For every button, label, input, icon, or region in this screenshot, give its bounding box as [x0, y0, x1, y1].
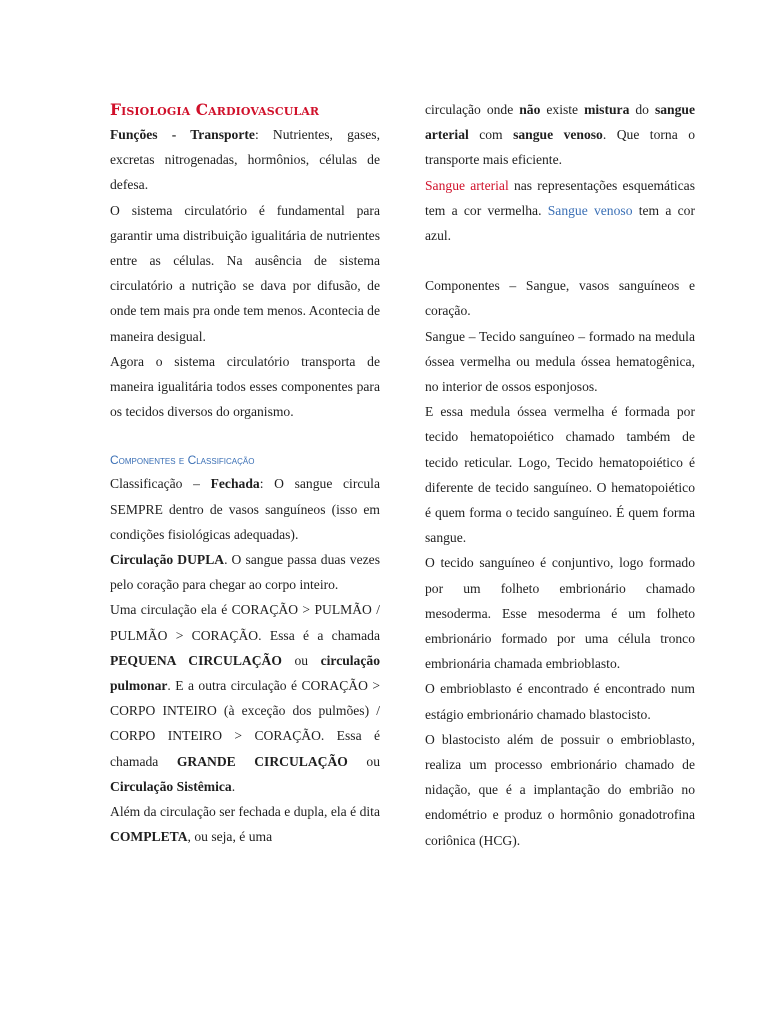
paragraph-medula: E essa medula óssea vermelha é formada por tecido hematopoiético chamado também de tecido reticular. Logo, Tecido hematopoiético é diferente de tecido sanguíneo. O hematopoiético é quem forma o tecido sanguíneo. É quem forma sangue. [425, 404, 695, 546]
text: ou [281, 652, 321, 668]
bold-text: PEQUENA CIRCULAÇÃO [110, 652, 282, 668]
paragraph-tecido: O tecido sanguíneo é conjuntivo, logo formado por um folheto embrionário chamado mesoderma. Esse mesoderma é um folheto embrionário formado por uma célula tronco embrionária chamada embrioblasto. [425, 555, 695, 672]
left-column [110, 97, 380, 849]
text: nas representações esquemáticas tem a cor vermelha. [425, 177, 695, 218]
text: circulação onde [425, 102, 520, 117]
right-column [425, 97, 695, 853]
paragraph-sangue: Sangue – Tecido sanguíneo – formado na medula óssea vermelha ou medula óssea hematogênica, no interior de ossos esponjosos. [425, 328, 695, 395]
text: com [468, 127, 514, 143]
text: do [629, 102, 655, 117]
text: . E a outra circulação é CORAÇÃO > CORPO INTEIRO (à exceção dos pulmões) / CORPO INTEIRO > CORAÇÃO. Essa é chamada [110, 678, 380, 769]
text: : O sangue circula SEMPRE dentro de vasos sanguíneos (isso em condições fisiológicas adequadas). [110, 476, 380, 542]
paragraph-mistura [425, 97, 695, 173]
paragraph-cores [425, 173, 695, 249]
bold-text: COMPLETA [110, 829, 188, 845]
bold-text: Circulação DUPLA [110, 552, 225, 568]
bold-text: Funções - Transporte [110, 127, 255, 142]
paragraph-sistema: O sistema circulatório é fundamental para garantir uma distribuição igualitária de nutrientes entre as células. Na ausência de sistema circulatório a nutrição se dava por difusão, de onde tem mais pra onde tem menos. Acontecia de maneira desigual. [110, 202, 380, 344]
bold-text: Fechada [210, 476, 260, 492]
red-text: Sangue arterial [425, 177, 509, 193]
paragraph-blastocisto: O blastocisto além de possuir o embrioblasto, realiza um processo embrionário chamado de nidação, que é a implantação do embrião no endométrio e produz o hormônio gonadotrofina coriônica (HCG). [425, 731, 695, 848]
text: Além da circulação ser fechada e dupla, ela é dita [110, 804, 380, 820]
text: existe [540, 102, 585, 117]
bold-text: mistura [584, 102, 630, 117]
text: tem a cor azul. [425, 202, 695, 244]
spacer [425, 248, 695, 273]
paragraph-embrioblasto: O embrioblasto é encontrado é encontrado num estágio embrionário chamado blastocisto. [425, 681, 695, 722]
section-heading: Componentes e Classificação [110, 453, 255, 468]
text: Classificação – [110, 476, 211, 492]
blue-text: Sangue venoso [547, 202, 633, 218]
paragraph-dupla [110, 547, 380, 597]
bold-text: Circulação Sistêmica [110, 778, 232, 794]
bold-text: GRANDE CIRCULAÇÃO [176, 753, 348, 769]
text: , ou seja, é uma [187, 829, 273, 845]
page-title: Fisiologia Cardiovascular [110, 100, 320, 119]
bold-text: não [519, 102, 541, 117]
paragraph-circulacoes [110, 597, 380, 799]
text: Uma circulação ela é CORAÇÃO > PULMÃO / PULMÃO > CORAÇÃO. Essa é a chamada [110, 602, 380, 643]
bold-text: sangue arterial [425, 102, 695, 143]
text: . Que torna o transporte mais eficiente. [425, 127, 695, 168]
paragraph-classificacao [110, 471, 380, 547]
text: . [231, 778, 236, 794]
paragraph-componentes: Componentes – Sangue, vasos sanguíneos e coração. [425, 278, 695, 319]
bold-text: sangue venoso [513, 127, 603, 143]
paragraph-agora: Agora o sistema circulatório transporta de maneira igualitária todos esses componentes para os tecidos diversos do organismo. [110, 353, 380, 420]
spacer [110, 424, 380, 449]
text: ou [347, 753, 380, 769]
bold-text: circulação pulmonar [110, 652, 380, 694]
paragraph-completa [110, 799, 380, 849]
text: : Nutrientes, gases, excretas nitrogenadas, hormônios, células de defesa. [110, 127, 380, 193]
paragraph-funcoes [110, 122, 380, 198]
text: . O sangue passa duas vezes pelo coração para chegar ao corpo inteiro. [110, 552, 380, 593]
